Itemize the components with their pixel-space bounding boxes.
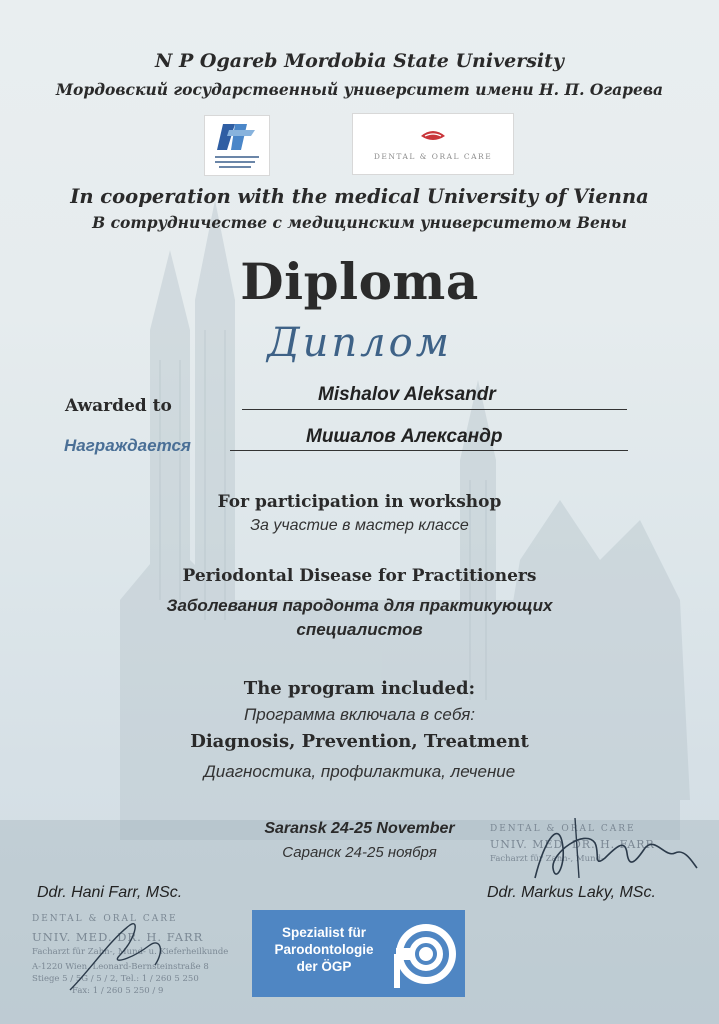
diploma-title-ru: Диплом	[267, 320, 452, 366]
workshop-title-ru-line2: специалистов	[296, 620, 423, 639]
badge-line2: Parodontologie	[274, 942, 374, 957]
university-name-ru: Мордовский государственный университет имени Н. П. Огарева	[55, 80, 664, 99]
recipient-name-ru: Мишалов Александр	[306, 426, 503, 447]
left-stamp-line5: Stiege 5 / 5G / 5 / 2, Tel.: 1 / 260 5 250	[32, 974, 199, 984]
name-line-en	[242, 409, 627, 410]
badge-line1: Spezialist für	[281, 925, 367, 940]
place-date-ru: Саранск 24-25 ноября	[282, 844, 437, 861]
left-stamp-line4: A-1220 Wien, Leonard-Bernsteinstraße 8	[32, 962, 209, 972]
workshop-heading-ru: За участие в мастер классе	[250, 517, 469, 534]
left-stamp-line1: DENTAL & ORAL CARE	[32, 914, 178, 924]
oegp-logo-icon	[392, 918, 462, 990]
workshop-title-en: Periodontal Disease for Practitioners	[182, 566, 537, 586]
awarded-label-en: Awarded to	[65, 396, 172, 416]
badge-line3: der ÖGP	[296, 959, 352, 974]
workshop-title-ru-line1: Заболевания пародонта для практикующих	[166, 596, 553, 615]
diploma-title-en: Diploma	[240, 252, 479, 311]
recipient-name-en: Mishalov Aleksandr	[318, 384, 496, 405]
badge-text	[270, 924, 378, 975]
left-stamp-line6: Fax: 1 / 260 5 250 / 9	[72, 986, 164, 996]
name-line-ru	[230, 450, 628, 451]
cooperation-ru: В сотрудничестве с медицинским университетом Вены	[92, 213, 627, 232]
cooperation-en: In cooperation with the medical University of Vienna	[70, 185, 649, 208]
program-items-ru: Диагностика, профилактика, лечение	[203, 762, 516, 781]
place-date-en: Saransk 24-25 November	[264, 820, 455, 837]
program-heading-ru: Программа включала в себя:	[243, 705, 476, 724]
left-stamp-line2: UNIV. MED. DR. H. FARR	[32, 930, 204, 944]
program-heading-en: The program included:	[243, 678, 476, 699]
oegp-specialist-badge	[252, 910, 465, 997]
university-logo	[204, 115, 270, 176]
right-signatory-name: Ddr. Markus Laky, MSc.	[487, 884, 656, 901]
dental-oral-care-logo	[352, 113, 514, 175]
awarded-label-ru: Награждается	[64, 436, 191, 455]
dental-oral-care-caption: DENTAL & ORAL CARE	[373, 152, 493, 161]
university-name-en: N P Ogareb Mordobia State University	[155, 50, 564, 72]
right-stamp-line1: DENTAL & ORAL CARE	[490, 824, 636, 834]
right-stamp-line2: UNIV. MED. DR. H. FARR	[490, 838, 655, 851]
left-stamp-line3: Facharzt für Zahn-, Mund- u. Kieferheilkunde	[32, 947, 229, 957]
program-items-en: Diagnosis, Prevention, Treatment	[190, 731, 529, 752]
workshop-heading-en: For participation in workshop	[217, 492, 502, 512]
right-stamp-line3: Facharzt für Zahn-, Mund-	[490, 854, 604, 864]
left-signature	[60, 910, 180, 1000]
left-signatory-name: Ddr. Hani Farr, MSc.	[37, 884, 183, 901]
